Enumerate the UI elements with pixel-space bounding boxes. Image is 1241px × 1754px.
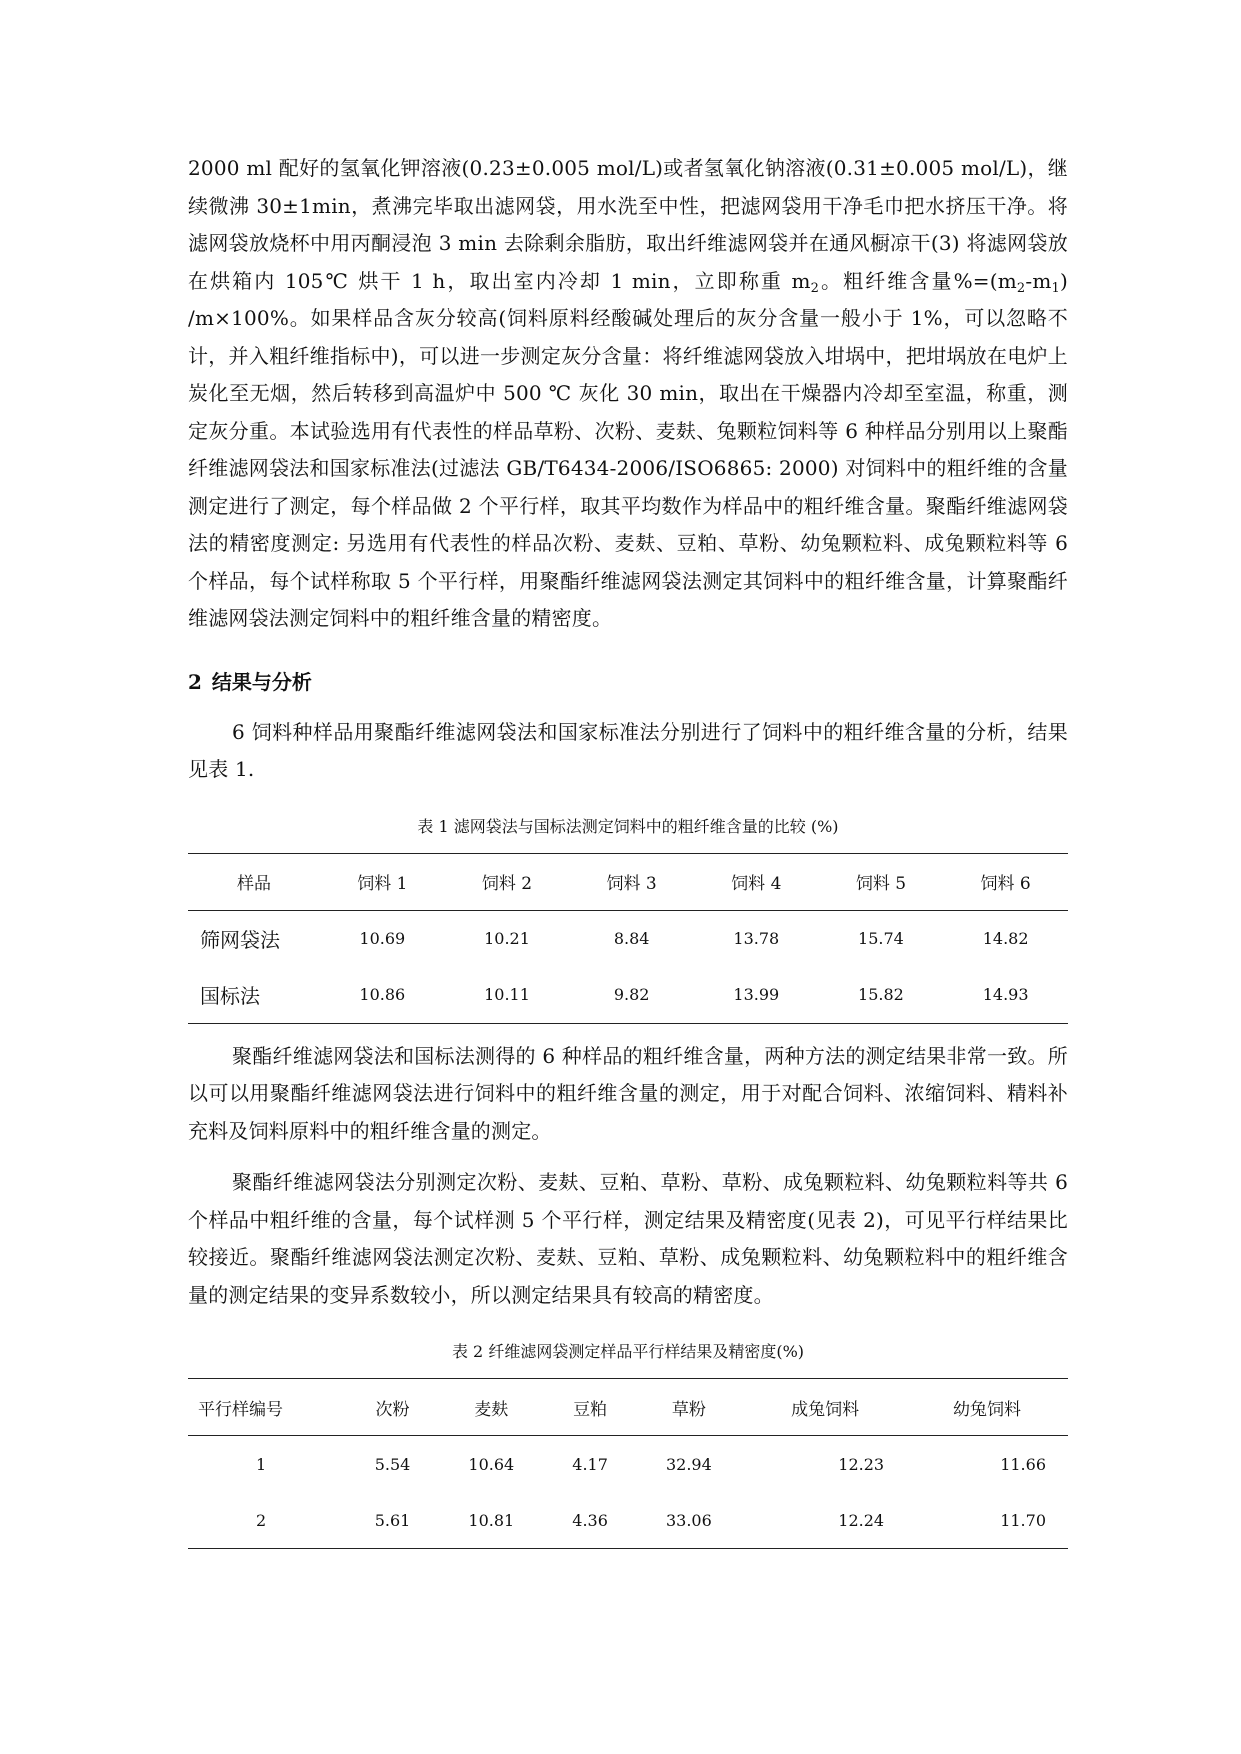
paragraph-comparison-conclusion: 聚酯纤维滤网袋法和国标法测得的 6 种样品的粗纤维含量，两种方法的测定结果非常一致。所以可以用聚酯纤维滤网袋法进行饲料中的粗纤维含量的测定，用于对配合饲料、浓缩饲料、精料补充料及饲料原料中的粗纤维含量的测定。 bbox=[188, 1043, 1068, 1143]
column-header: 样品 bbox=[188, 853, 320, 910]
row-label: 2 bbox=[188, 1492, 349, 1549]
table-cell: 10.64 bbox=[468, 1454, 515, 1474]
table-cell: 33.06 bbox=[634, 1492, 745, 1549]
paragraph-results-intro: 6 饲料种样品用聚酯纤维滤网袋法和国家标准法分别进行了饲料中的粗纤维含量的分析，结果见表 1. bbox=[188, 719, 1068, 781]
table-cell: 5.61 bbox=[349, 1492, 436, 1549]
column-header: 草粉 bbox=[634, 1379, 745, 1436]
section-title: 结果与分析 bbox=[211, 669, 312, 694]
subscript: 2 bbox=[1016, 280, 1026, 296]
subscript: 1 bbox=[1051, 280, 1060, 296]
table-cell: 8.84 bbox=[613, 929, 650, 948]
paragraph-text: ) /m×100%。如果样品含灰分较高(饲料原料经酸碱处理后的灰分含量一般小于 1%，可以忽略不计，并入粗纤维指标中)，可以进一步测定灰分含量：将纤维滤网袋放入坩埚中，把坩埚放在电炉上炭化至无烟，然后转移到高温炉中 500 ℃ 灰化 30 min，取出在干燥器内冷却至室温，称重，测定灰分重。本试验选用有代表性的样品草粉、次粉、麦麸、兔颗粒饲料等 6 种样品分别用以上聚酯纤维滤网袋法和国家标准法(过滤法 GB/T6434-2006/ISO6865: 2000) 对饲料中的粗纤维的含量测定进行了测定，每个样品做 2 个平行样，取其平均数作为样品中的粗纤维含量。聚酯纤维滤网袋法的精密度测定: 另选用有代表性的样品次粉、麦麸、豆粕、草粉、幼兔颗粒料、成兔颗粒料等 6 个样品，每个试样称取 5 个平行样，用聚酯纤维滤网袋法测定其饲料中的粗纤维含量，计算聚酯纤维滤网袋法测定饲料中的粗纤维含量的精密度。 bbox=[188, 268, 1069, 630]
column-header: 麦麸 bbox=[436, 1379, 547, 1436]
table-header-row bbox=[188, 1379, 1068, 1436]
column-header: 饲料 3 bbox=[569, 853, 694, 910]
section-heading bbox=[188, 664, 1068, 700]
table-cell: 15.74 bbox=[858, 929, 904, 948]
column-header: 豆粕 bbox=[547, 1379, 634, 1436]
document-page bbox=[188, 150, 1068, 1549]
table-cell: 10.86 bbox=[320, 967, 445, 1024]
table-cell: 5.54 bbox=[374, 1454, 411, 1474]
table-row bbox=[188, 910, 1068, 967]
column-header: 饲料 6 bbox=[943, 853, 1068, 910]
paragraph-text: 。粗纤维含量%=(m bbox=[819, 268, 1017, 293]
table1-caption: 表 1 滤网袋法与国标法测定饲料中的粗纤维含量的比较 (%) bbox=[417, 816, 839, 836]
column-header: 饲料 2 bbox=[445, 853, 570, 910]
table2-caption: 表 2 纤维滤网袋测定样品平行样结果及精密度(%) bbox=[451, 1342, 805, 1361]
table-cell: 14.93 bbox=[943, 967, 1068, 1024]
paragraph-method bbox=[188, 150, 1068, 638]
table-cell: 9.82 bbox=[569, 967, 694, 1024]
row-label: 1 bbox=[256, 1454, 267, 1474]
table-row bbox=[188, 967, 1068, 1024]
table-row bbox=[188, 1492, 1068, 1549]
table-cell: 10.21 bbox=[484, 929, 530, 948]
column-header: 平行样编号 bbox=[188, 1379, 349, 1436]
subscript: 2 bbox=[810, 280, 820, 296]
row-label: 国标法 bbox=[188, 967, 320, 1024]
column-header: 饲料 1 bbox=[320, 853, 445, 910]
column-header: 饲料 4 bbox=[694, 853, 819, 910]
table-header-row bbox=[188, 853, 1068, 910]
table-precision bbox=[188, 1378, 1068, 1549]
table-cell: 10.81 bbox=[436, 1492, 547, 1549]
section-number: 2 bbox=[188, 669, 202, 694]
table-cell: 13.78 bbox=[733, 929, 780, 948]
paragraph-text: -m bbox=[1025, 268, 1052, 293]
table-cell: 4.17 bbox=[572, 1454, 608, 1474]
table-cell: 10.69 bbox=[359, 929, 406, 948]
column-header: 饲料 5 bbox=[819, 853, 944, 910]
row-label: 筛网袋法 bbox=[200, 928, 280, 952]
table-cell: 12.23 bbox=[838, 1454, 885, 1474]
paragraph-text: 2000 ml 配好的氢氧化钾溶液(0.23±0.005 mol/L)或者氢氧化钠溶液(0.31±0.005 mol/L)，继续微沸 30±1min，煮沸完毕取出滤网袋，用水洗至中性，把滤网袋用干净毛巾把水挤压干净。将滤网袋放烧杯中用丙酮浸泡 3 min 去除剩余脂肪，取出纤维滤网袋并在通风橱凉干(3) 将滤网袋放在烘箱内 105℃ 烘干 1 h，取出室内冷却 1 min，立即称重 m bbox=[188, 156, 1068, 293]
table-cell: 10.11 bbox=[445, 967, 570, 1024]
table-cell: 14.82 bbox=[982, 929, 1029, 948]
column-header: 次粉 bbox=[349, 1379, 436, 1436]
table-row bbox=[188, 1436, 1068, 1493]
table-cell: 15.82 bbox=[819, 967, 944, 1024]
column-header: 成兔饲料 bbox=[744, 1379, 906, 1436]
table-comparison bbox=[188, 853, 1068, 1024]
table-cell: 11.66 bbox=[1000, 1454, 1046, 1474]
column-header: 幼兔饲料 bbox=[906, 1379, 1068, 1436]
table-cell: 12.24 bbox=[744, 1492, 906, 1549]
table-cell: 4.36 bbox=[547, 1492, 634, 1549]
paragraph-precision: 聚酯纤维滤网袋法分别测定次粉、麦麸、豆粕、草粉、草粉、成兔颗粒料、幼兔颗粒料等共 6 个样品中粗纤维的含量，每个试样测 5 个平行样，测定结果及精密度(见表 2)，可见平行样结果比较接近。聚酯纤维滤网袋法测定次粉、麦麸、豆粕、草粉、成兔颗粒料、幼兔颗粒料中的粗纤维含量的测定结果的变异系数较小，所以测定结果具有较高的精密度。 bbox=[188, 1170, 1068, 1307]
table-cell: 32.94 bbox=[665, 1454, 712, 1474]
table-cell: 13.99 bbox=[694, 967, 819, 1024]
table-cell: 11.70 bbox=[906, 1492, 1068, 1549]
